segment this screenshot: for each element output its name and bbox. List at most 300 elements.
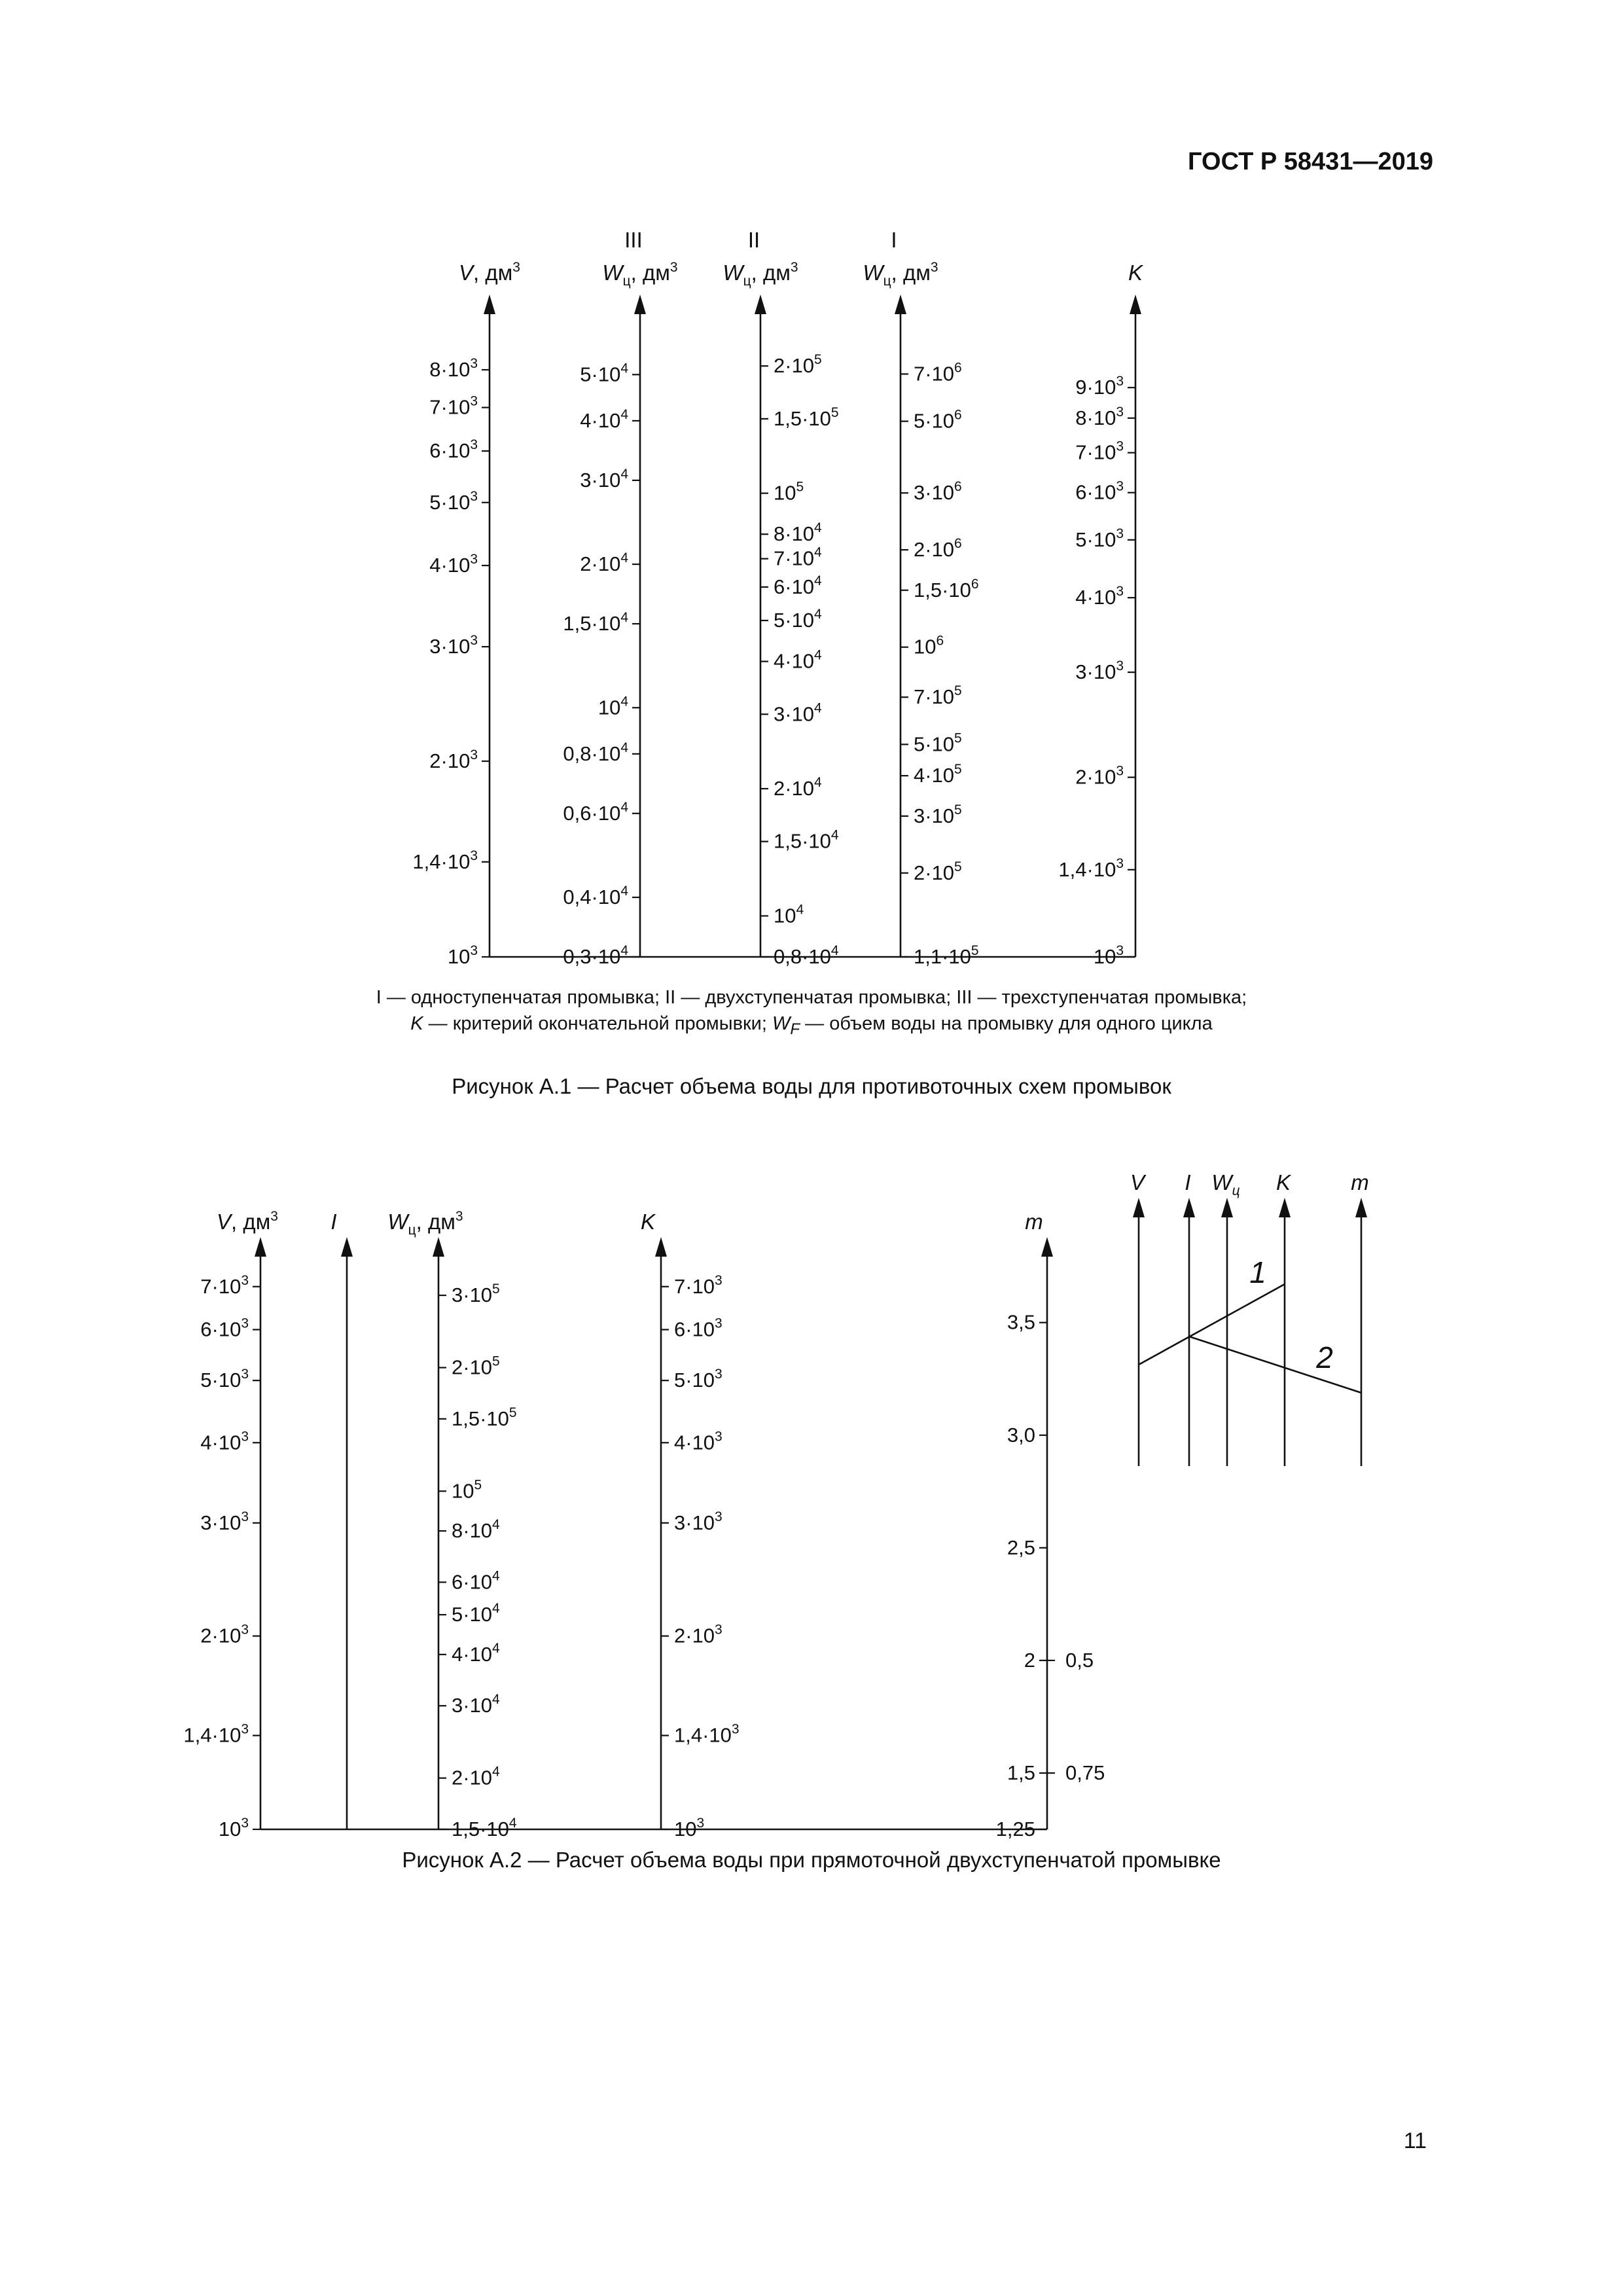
tick-label: [674, 1273, 722, 1298]
label-part: 3: [470, 552, 478, 567]
label-part: 10: [914, 635, 936, 658]
figure-1-axis-V: [412, 260, 520, 968]
label-part: 3·10: [774, 702, 815, 726]
label-part: 6·10: [452, 1570, 493, 1594]
label-part: 10: [218, 1818, 241, 1840]
tick-label: [452, 1517, 500, 1542]
tick-label: [774, 648, 822, 673]
label-part: m: [1025, 1210, 1043, 1234]
tick-label: [674, 1367, 722, 1391]
label-part: 8·10: [774, 522, 815, 546]
key-axis-m-arrowhead: [1355, 1198, 1367, 1217]
label-part: 6·10: [200, 1318, 241, 1341]
tick-label: [452, 1765, 500, 1789]
tick-label: [200, 1509, 249, 1534]
label-part: m: [1351, 1170, 1369, 1194]
label-part: 5·10: [580, 363, 621, 386]
label-part: 3: [455, 1209, 463, 1224]
tick-label: [452, 1692, 500, 1717]
label-part: 3: [241, 1721, 249, 1737]
tick-label: [774, 607, 822, 632]
label-part: 2·10: [914, 861, 955, 884]
label-part: 3·10: [452, 1694, 493, 1717]
label-part: 3: [731, 1721, 740, 1737]
tick-label: [563, 740, 628, 765]
tick-label: [1075, 526, 1124, 551]
label-part: 1,4·10: [412, 850, 471, 873]
label-part: 0,3·10: [563, 945, 621, 968]
label-part: 6: [971, 576, 979, 592]
label-part: 5: [492, 1354, 500, 1369]
tick-label: [914, 360, 962, 385]
tick-label: [674, 1509, 722, 1534]
label-part: 6·10: [674, 1318, 715, 1341]
label-part: 3·10: [429, 635, 471, 658]
figure-1-axis-W1-arrowhead: [895, 295, 906, 314]
label-part: W: [387, 1210, 408, 1234]
label-part: I: [1185, 1170, 1191, 1194]
label-part: 3·10: [674, 1511, 715, 1534]
figure-2-axis-title-W: [387, 1209, 463, 1238]
label-part: 3·10: [200, 1511, 241, 1534]
key-axis-label-I: [1185, 1170, 1190, 1194]
label-part: 1,4·10: [674, 1723, 732, 1747]
key-line-2-label: 2: [1316, 1340, 1333, 1374]
label-part: 1,4·10: [183, 1723, 241, 1747]
label-part: 9·10: [1075, 376, 1116, 399]
legend-w-subscript: F: [790, 1020, 800, 1038]
label-part: 10: [452, 1479, 474, 1503]
tick-label: [1007, 1424, 1035, 1446]
figure-2-axis-V-arrowhead: [255, 1237, 266, 1257]
label-part: 3,0: [1007, 1423, 1035, 1446]
label-part: 1,25: [995, 1818, 1035, 1840]
label-part: 5·10: [674, 1369, 715, 1392]
tick-label: [1024, 1649, 1035, 1672]
label-part: 2·10: [1075, 765, 1116, 789]
label-part: 0,5: [1065, 1648, 1094, 1672]
key-axis-label-K: [1276, 1170, 1292, 1194]
label-part: W: [1211, 1170, 1232, 1194]
tick-label: [429, 437, 478, 462]
label-part: 4·10: [580, 408, 621, 432]
label-part: 1,5·10: [774, 406, 831, 430]
label-part: 6·10: [429, 439, 471, 463]
label-part: 3: [1116, 374, 1124, 389]
label-part: 3: [1116, 763, 1124, 779]
label-part: W: [722, 260, 743, 285]
label-part: 3: [790, 260, 798, 275]
label-part: 2: [1024, 1648, 1035, 1672]
label-part: 3·10: [914, 804, 955, 827]
label-part: 4: [620, 361, 628, 376]
label-part: 4·10: [429, 554, 471, 577]
tick-label: [200, 1367, 249, 1391]
tick-label: [563, 610, 628, 635]
label-part: 4: [620, 740, 628, 755]
tick-label: [563, 943, 628, 968]
label-part: 10: [774, 904, 796, 927]
key-axis-I-arrowhead: [1183, 1198, 1195, 1217]
tick-label: [1065, 1761, 1105, 1784]
tick-label: [452, 1816, 517, 1840]
tick-label: [598, 694, 628, 719]
label-part: 4·10: [200, 1431, 241, 1454]
key-line-1-label: 1: [1249, 1255, 1266, 1289]
label-part: 5: [954, 730, 962, 746]
label-part: 5·10: [914, 732, 955, 756]
label-part: 6: [954, 479, 962, 495]
label-part: 10: [674, 1818, 697, 1840]
label-part: 1,5·10: [452, 1818, 509, 1840]
label-part: 2,5: [1007, 1535, 1035, 1559]
label-part: 2·10: [914, 538, 955, 562]
label-part: ц: [1232, 1183, 1240, 1198]
tick-label: [674, 1623, 722, 1647]
label-part: 4·10: [452, 1642, 493, 1666]
tick-label: [580, 467, 628, 492]
label-part: 10: [774, 481, 796, 505]
tick-label: [452, 1641, 500, 1666]
figure-1-axis-K: [1058, 260, 1144, 968]
tick-label: [774, 943, 839, 968]
label-part: 4: [814, 607, 822, 622]
label-part: 1,4·10: [1058, 857, 1116, 881]
label-part: 2·10: [774, 777, 815, 800]
label-part: 4: [620, 466, 628, 482]
tick-label: [412, 848, 478, 873]
label-part: 6: [954, 407, 962, 423]
label-part: 3·10: [580, 468, 621, 492]
label-part: 4: [814, 520, 822, 536]
label-part: 3: [470, 488, 478, 504]
figure-1-axis-title-W3: [602, 260, 677, 289]
label-part: 3: [1116, 478, 1124, 494]
label-part: 5: [830, 404, 839, 420]
tick-label: [914, 762, 962, 787]
label-part: ц: [883, 274, 891, 289]
tick-label: [674, 1722, 740, 1747]
label-part: 6: [954, 536, 962, 552]
label-part: 3: [241, 1316, 249, 1331]
label-part: 3: [1116, 943, 1124, 958]
figure-2-axis-K-arrowhead: [655, 1237, 667, 1257]
tick-label: [1094, 943, 1124, 968]
label-part: 3: [241, 1429, 249, 1444]
label-part: ц: [408, 1223, 416, 1238]
tick-label: [580, 407, 628, 432]
legend-w-symbol: W: [772, 1013, 791, 1034]
tick-label: [1075, 479, 1124, 504]
tick-label: [1075, 439, 1124, 464]
tick-label: [914, 634, 944, 658]
legend-k-symbol: K: [410, 1013, 423, 1034]
figure-1-caption: Рисунок А.1 — Расчет объема воды для противоточных схем промывок: [452, 1074, 1171, 1098]
label-part: , дм: [231, 1210, 271, 1234]
label-part: 7·10: [914, 685, 955, 709]
figure-2-axis-I-arrowhead: [341, 1237, 353, 1257]
label-part: 4: [620, 406, 628, 422]
figure-1-axis-W1: [863, 228, 978, 968]
tick-label: [452, 1405, 517, 1430]
label-part: , дм: [891, 260, 931, 285]
label-part: 3: [1116, 855, 1124, 871]
label-part: 3: [470, 437, 478, 453]
figure-1-axis-title-V: [459, 260, 520, 285]
label-part: 3: [715, 1429, 722, 1444]
label-part: 4: [620, 943, 628, 958]
label-part: 4: [492, 1764, 500, 1780]
tick-label: [452, 1601, 500, 1626]
label-part: V: [217, 1210, 232, 1234]
label-part: 1,1·10: [914, 945, 971, 968]
label-part: 0,6·10: [563, 801, 621, 825]
figure-1-scheme-label-W2: II: [747, 228, 760, 252]
tick-label: [452, 1282, 500, 1306]
figure-1-axis-K-arrowhead: [1130, 295, 1141, 314]
label-part: 1,5·10: [774, 829, 831, 853]
figure-2-axis-m-arrowhead: [1041, 1237, 1053, 1257]
label-part: 2·10: [429, 749, 471, 773]
tick-label: [200, 1316, 249, 1340]
tick-label: [1058, 856, 1124, 881]
label-part: 2·10: [452, 1355, 493, 1379]
label-part: ц: [743, 274, 751, 289]
figure-2-key-diagram: [1130, 1170, 1369, 1466]
label-part: 1,5: [1007, 1761, 1035, 1784]
label-part: 4: [620, 694, 628, 709]
document-header: ГОСТ Р 58431—2019: [1188, 148, 1433, 175]
figure-1-legend-line-2: [0, 1013, 1623, 1039]
label-part: 3: [1116, 439, 1124, 454]
label-part: 7·10: [200, 1274, 241, 1298]
key-axis-label-m: [1351, 1170, 1369, 1194]
label-part: 4: [492, 1601, 500, 1617]
figure-1-scheme-label-W1: I: [891, 228, 897, 252]
tick-label: [200, 1623, 249, 1647]
key-axis-label-W: [1211, 1170, 1240, 1198]
tick-label: [914, 683, 962, 708]
label-part: 3: [930, 260, 938, 275]
label-part: 3·10: [1075, 660, 1116, 684]
label-part: , дм: [473, 260, 513, 285]
tick-label: [774, 480, 804, 505]
figure-2-axis-V: [183, 1209, 278, 1840]
tick-label: [200, 1273, 249, 1298]
tick-label: [1007, 1536, 1035, 1559]
tick-label: [914, 802, 962, 827]
tick-label: [774, 775, 822, 800]
tick-label: [914, 859, 962, 884]
label-part: 1,5·10: [452, 1407, 509, 1430]
tick-label: [448, 943, 478, 968]
label-part: 0,8·10: [563, 742, 621, 765]
label-part: 8·10: [452, 1519, 493, 1543]
label-part: 3: [270, 1209, 278, 1224]
label-part: 5: [474, 1477, 482, 1493]
label-part: , дм: [416, 1210, 455, 1234]
tick-label: [1075, 764, 1124, 789]
label-part: 4: [620, 610, 628, 626]
figure-1-axis-W3-arrowhead: [634, 295, 646, 314]
label-part: 5: [954, 859, 962, 874]
label-part: 3: [715, 1272, 722, 1288]
label-part: ц: [622, 274, 631, 289]
label-part: W: [602, 260, 623, 285]
tick-label: [452, 1568, 500, 1593]
tick-label: [774, 405, 839, 430]
figure-1-axis-title-W2: [722, 260, 798, 289]
label-part: 5: [796, 479, 804, 495]
label-part: 6·10: [774, 575, 815, 598]
legend-k-text: — критерий окончательной промывки;: [423, 1013, 772, 1034]
figure-1-axis-V-arrowhead: [484, 295, 495, 314]
label-part: 5·10: [429, 490, 471, 514]
tick-label: [563, 800, 628, 825]
label-part: 3: [470, 356, 478, 372]
label-part: 3: [669, 260, 678, 275]
label-part: 6: [954, 360, 962, 376]
label-part: 3: [715, 1622, 722, 1638]
tick-label: [452, 1354, 500, 1379]
tick-label: [774, 573, 822, 598]
label-part: 4: [830, 943, 839, 958]
label-part: 3: [241, 1509, 249, 1524]
label-part: 4: [620, 884, 628, 899]
label-part: 4: [492, 1568, 500, 1584]
key-line-2: [1189, 1336, 1361, 1393]
key-axis-label-V: [1130, 1170, 1147, 1194]
label-part: 4·10: [774, 649, 815, 673]
label-part: 3: [512, 260, 520, 275]
label-part: , дм: [751, 260, 791, 285]
label-part: 3: [715, 1367, 722, 1382]
figure-1-axis-W2: [722, 228, 838, 968]
label-part: 4: [796, 902, 804, 918]
tick-label: [219, 1816, 249, 1840]
tick-label: [914, 408, 962, 433]
figure-2-axis-title-V: [217, 1209, 278, 1234]
label-part: 4: [492, 1640, 500, 1656]
figure-1-nomogram: [412, 228, 1144, 968]
label-part: 7·10: [914, 362, 955, 386]
tick-label: [200, 1429, 249, 1454]
tick-label: [996, 1818, 1035, 1840]
key-axis-W-arrowhead: [1221, 1198, 1233, 1217]
figure-1-axis-W2-arrowhead: [755, 295, 766, 314]
label-part: 0,8·10: [774, 945, 831, 968]
label-part: 3: [241, 1272, 249, 1288]
tick-label: [429, 633, 478, 658]
label-part: 4: [830, 827, 839, 843]
tick-label: [429, 489, 478, 514]
figure-2-axis-W: [387, 1209, 516, 1840]
label-part: 3: [470, 943, 478, 958]
tick-label: [452, 1477, 482, 1502]
tick-label: [774, 352, 822, 377]
tick-label: [914, 730, 962, 755]
key-axis-V-arrowhead: [1133, 1198, 1145, 1217]
figure-2-axis-title-K: [641, 1210, 656, 1234]
tick-label: [580, 361, 628, 386]
figure-2-axis-title-m: [1025, 1210, 1043, 1234]
label-part: 1,5·10: [914, 578, 971, 601]
label-part: 4·10: [914, 764, 955, 787]
label-part: 7·10: [774, 547, 815, 570]
label-part: 6·10: [1075, 480, 1116, 504]
label-part: K: [640, 1210, 656, 1234]
label-part: 5: [971, 943, 979, 958]
label-part: 2·10: [774, 354, 815, 378]
label-part: 0,75: [1065, 1761, 1105, 1784]
label-part: 7·10: [429, 395, 471, 419]
figure-1-scheme-label-W3: III: [624, 228, 643, 252]
label-part: 3: [696, 1816, 705, 1831]
label-part: 3: [715, 1509, 722, 1524]
label-part: 4·10: [674, 1431, 715, 1454]
label-part: 4: [492, 1517, 500, 1533]
label-part: 2·10: [200, 1624, 241, 1647]
label-part: 5: [954, 683, 962, 699]
label-part: 4: [492, 1692, 500, 1708]
label-part: 5·10: [774, 609, 815, 632]
tick-label: [914, 943, 979, 968]
tick-label: [774, 902, 804, 927]
label-part: 10: [597, 696, 621, 719]
figure-1-axis-W3: [563, 228, 677, 968]
tick-label: [429, 552, 478, 577]
label-part: 3: [241, 1816, 249, 1831]
tick-label: [1075, 584, 1124, 609]
label-part: 3: [470, 633, 478, 649]
label-part: 5·10: [452, 1603, 493, 1626]
label-part: 4: [814, 647, 822, 663]
label-part: 3,5: [1007, 1310, 1035, 1334]
tick-label: [1075, 374, 1124, 399]
label-part: 7·10: [1075, 440, 1116, 464]
tick-label: [1075, 404, 1124, 429]
label-part: 5·10: [1075, 528, 1116, 551]
label-part: 4: [620, 799, 628, 815]
label-part: 5·10: [914, 409, 955, 433]
label-part: V: [459, 260, 474, 285]
tick-label: [674, 1316, 722, 1340]
figure-2-caption: Рисунок А.2 — Расчет объема воды при прямоточной двухступенчатой промывке: [402, 1848, 1221, 1872]
label-part: 3·10: [452, 1283, 493, 1307]
label-part: 5: [492, 1282, 500, 1297]
figure-2-axis-K: [641, 1210, 740, 1840]
label-part: 2·10: [674, 1624, 715, 1647]
label-part: , дм: [630, 260, 670, 285]
tick-label: [774, 700, 822, 725]
label-part: 3·10: [914, 481, 955, 505]
key-axis-K-arrowhead: [1279, 1198, 1291, 1217]
tick-label: [563, 884, 628, 908]
label-part: K: [1275, 1170, 1291, 1194]
label-part: 3: [470, 747, 478, 763]
tick-label: [429, 394, 478, 419]
label-part: I: [330, 1210, 337, 1234]
label-part: 3: [1116, 584, 1124, 600]
label-part: 5: [508, 1405, 517, 1420]
tick-label: [429, 356, 478, 381]
label-part: 2·10: [580, 552, 621, 576]
tick-label: [774, 545, 822, 570]
label-part: 6: [936, 633, 944, 649]
label-part: 4: [620, 550, 628, 566]
label-part: 0,4·10: [563, 886, 621, 909]
tick-label: [1065, 1649, 1094, 1672]
